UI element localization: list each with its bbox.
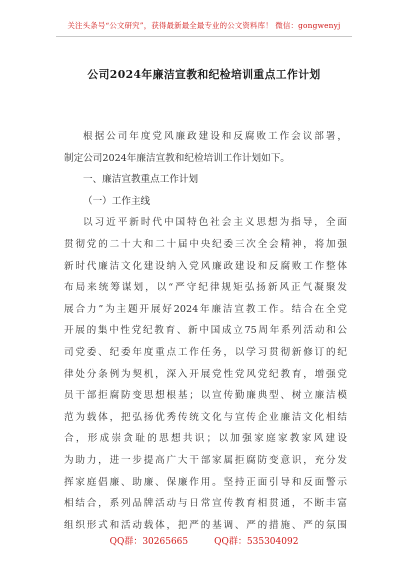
paragraph-line: 组织形式和活动载体，把严的基调、严的措施、严的氛围 [64,519,347,531]
header-divider [56,36,352,37]
document-title: 公司2024年廉洁宣教和纪检培训重点工作计划 [87,68,321,81]
paragraph-line: 合，形成崇贪耻的思想共识；以加强家庭家教家风建设 [64,433,347,445]
paragraph-line: 贯彻党的二十大和二十届中央纪委三次全会精神，将加强 [64,238,347,250]
paragraph-line: 新时代廉洁文化建设纳入党风廉政建设和反腐败工作整体 [64,260,347,272]
paragraph-line: 司党委、纪委年度重点工作任务，以学习贯彻新修订的纪 [64,346,347,358]
footer-qq-group-2: QQ群：535304092 [214,537,299,547]
document-body [64,126,347,536]
paragraph-line: 展合力”为主题开展好2024年廉洁宣教工作。结合在全党 [64,303,347,315]
paragraph-line: 以习近平新时代中国特色社会主义思想为指导，全面 [83,217,347,229]
section-heading: 一、廉洁宣教重点工作计划 [83,174,199,186]
paragraph-line: 为助力，进一步提高广大干部家属拒腐防变意识，充分发 [64,454,347,466]
paragraph-line: 员干部拒腐防变思想根基；以宣传勤廉典型、树立廉洁模 [64,390,347,402]
intro-line: 根据公司年度党风廉政建设和反腐败工作会议部署， [83,131,347,142]
paragraph-line: 布局来统筹谋划，以“严守纪律规矩弘扬新风正气凝聚发 [64,282,347,294]
intro-line: 制定公司2024年廉洁宣教和纪检培训工作计划如下。 [64,152,290,164]
subsection-heading: （一）工作主线 [83,195,151,207]
footer-contact [0,534,408,547]
paragraph-line: 律处分条例为契机，深入开展党性党风党纪教育，增强党 [64,368,347,380]
paragraph-line: 开展的集中性党纪教育、新中国成立75周年系列活动和公 [64,325,347,337]
header-banner: 关注头条号“公文研究”，获得最新最全最专业的公文资料库！ 微信：gongwenyj [67,21,341,30]
footer-qq-group-1: QQ群：30265665 [109,537,189,547]
paragraph-line: 挥家庭倡廉、助廉、保廉作用。坚持正面引导和反面警示 [64,476,347,488]
paragraph-line: 范为载体，把弘扬优秀传统文化与宣传企业廉洁文化相结 [64,411,347,423]
paragraph-line: 相结合，系列品牌活动与日常宣传教育相贯通，不断丰富 [64,498,347,510]
